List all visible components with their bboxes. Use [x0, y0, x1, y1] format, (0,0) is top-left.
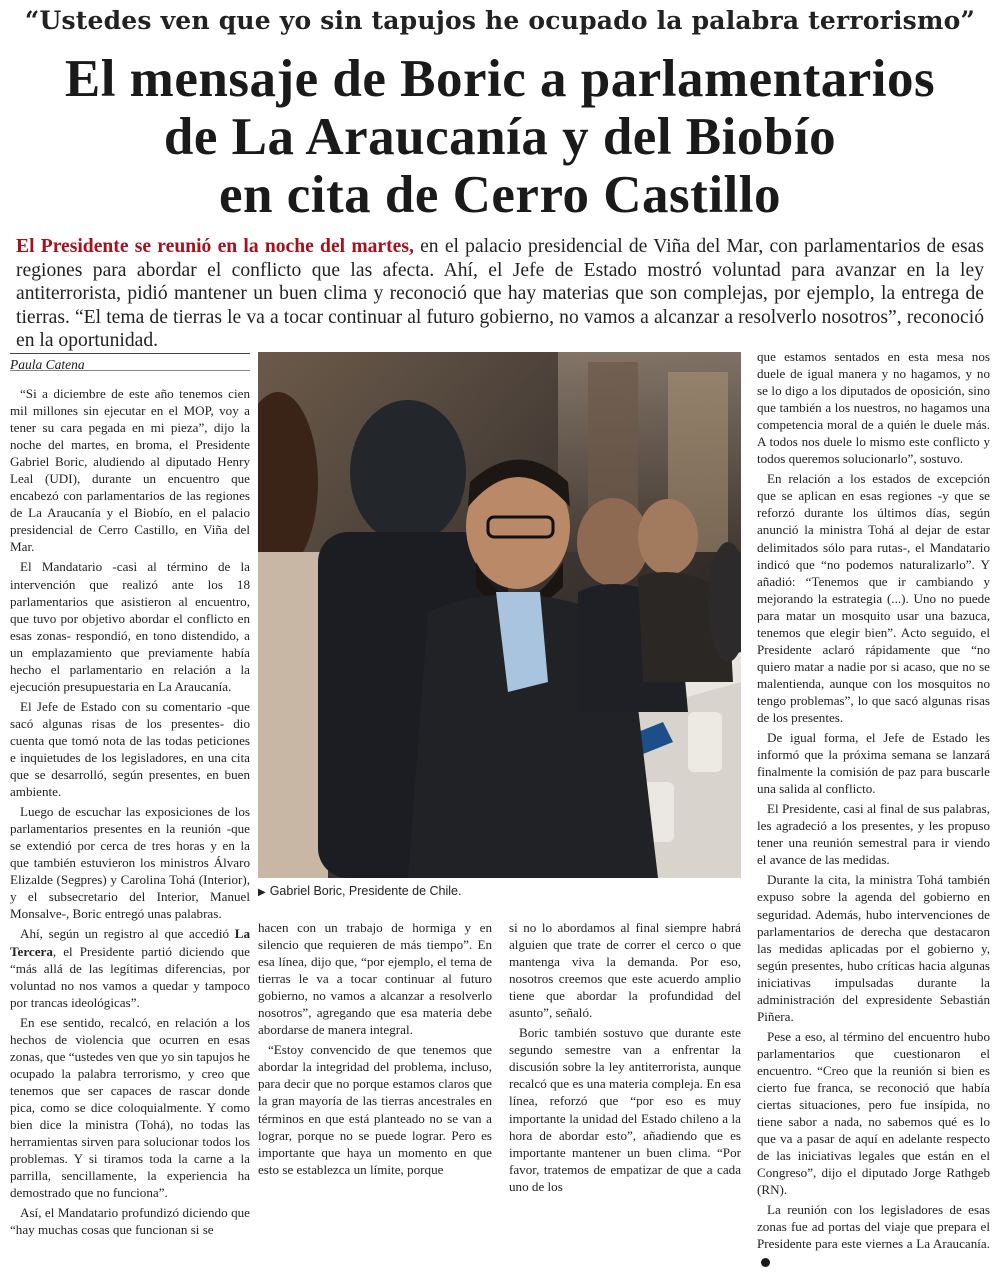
byline: Paula Catena	[10, 353, 250, 373]
paragraph: Boric también sostuvo que durante este segundo semestre van a enfrentar la discusión sobre la ley antiterrorista, aunque recalcó que es una materia compleja. En esa línea, reforzó que “por eso es muy importante la unidad del Estado chileno a la hora de abordar esto”, añadiendo que es importante mantener un buen clima. “Por favor, tratemos de empatizar de que a cada uno de los	[509, 1025, 741, 1194]
headline-line-3: en cita de Cerro Castillo	[218, 166, 781, 224]
article-column-3	[509, 919, 741, 1198]
newspaper-name: La Tercera	[10, 926, 250, 959]
paragraph: Pese a eso, al término del encuentro hubo parlamentarios que cuestionaron el encuentro. “Creo que la reunión si bien es cierto fue franca, se reconoció que había ciertas situaciones, pero fue insípida, no tiene sabor a nada, no sabemos qué es lo que va a pasar de aquí en adelante respecto de las iniciativas legales que están en el Congreso”, dijo el diputado Jorge Rathgeb (RN).	[757, 1028, 990, 1198]
paragraph: si no lo abordamos al final siempre habrá alguien que trate de correr el cerco o que mantenga viva la demanda. Por eso, nosotros creemos que este acuerdo amplio tiene que abordar la profundidad del asunto”, señaló.	[509, 920, 741, 1021]
article-photo	[258, 352, 741, 878]
headline	[20, 50, 980, 224]
paragraph: que estamos sentados en esta mesa nos duele de igual manera y no hagamos, y no se lo digo a los diputados de oposición, sino que también a los nuestros, no hagamos una competencia moral de a quién le duele más. A todos nos duele lo mismo este conflicto y todos queremos solucionarlo”, sostuvo.	[757, 349, 990, 467]
paragraph: El Jefe de Estado con su comentario -que sacó algunas risas de los presentes- dio cuenta que tomó nota de las todas peticiones e inquietudes de los legisladores, en una cita que se desarrolló, según presentes, en buen ambiente.	[10, 698, 250, 800]
article-column-2	[258, 919, 492, 1181]
end-of-article-icon	[761, 1258, 770, 1267]
kicker-quote: “Ustedes ven que yo sin tapujos he ocupado la palabra terrorismo”	[24, 6, 976, 35]
paragraph	[10, 925, 250, 1010]
paragraph: De igual forma, el Jefe de Estado les informó que la próxima semana se lanzará finalmente la comisión de paz para buscarle una salida al conflicto.	[757, 730, 990, 797]
headline-line-2: de La Araucanía y del Biobío	[163, 108, 837, 166]
paragraph-text: La reunión con los legisladores de esas zonas fue ad portas del viaje que prepara el Presidente para este viernes a La Araucanía.	[757, 1202, 990, 1252]
paragraph: Luego de escuchar las exposiciones de los parlamentarios presentes en la reunión -que se extendió por cerca de tres horas y en la que también estuvieron los ministros Álvaro Elizalde (Segpres) y Carolina Tohá (Interior), y el subsecretario del Interior, Manuel Monsalve-, Boric entregó unas palabras.	[10, 804, 250, 922]
photo-illustration	[258, 352, 741, 878]
paragraph: hacen con un trabajo de hormiga y en silencio que requieren de más tiempo”. En esa línea, dijo que, “por ejemplo, el tema de tierras le va a tocar continuar al futuro gobierno, no vamos a alcanzar a resolverlo nosotros”, agregando que esa materia debe abordarse de manera integral.	[258, 920, 492, 1038]
lead-highlight: El Presidente se reunió en la noche del martes,	[16, 236, 414, 257]
photo-caption	[258, 884, 741, 898]
paragraph: El Presidente, casi al final de sus palabras, les agradeció a los presentes, y les propuso tener una reunión semestral para ir viendo el avance de las medidas.	[757, 801, 990, 868]
paragraph: En relación a los estados de excepción que se aplican en esas regiones -y que se reforzó durante los últimos días, según anunció la ministra Tohá al dejar de estar delimitados sólo para rutas-, el Mandatario indicó que “no podemos naturalizarlo”. Y añadió: “Tenemos que ir cambiando y mejorando la estrategia (...). Uno no puede para matar un mosquito usar una bazuca, tenemos que elegir bien”. Acto seguido, el Presidente aclaró rápidamente que “no quiero matar a nadie por si acaso, que no se malentienda, aunque con los mosquitos no tengo problemas”, lo que sacó algunas risas de los presentes.	[757, 471, 990, 725]
paragraph: “Si a diciembre de este año tenemos cien mil millones sin ejecutar en el MOP, voy a tener su cara pegada en mi pieza”, dijo la noche del martes, en broma, el Presidente Gabriel Boric, aludiendo al diputado Henry Leal (UDI), durante un encuentro que encabezó con parlamentarios de las regiones de La Araucanía y el Biobío, en el palacio presidencial de Cerro Castillo, en Viña del Mar.	[10, 386, 250, 555]
caption-text: Gabriel Boric, Presidente de Chile.	[269, 884, 462, 898]
paragraph: El Mandatario -casi al término de la intervención que realizó ante los 18 parlamentarios que asistieron al encuentro, que tuvo por objetivo abordar el conflicto en esas zonas- respondió, en tono distendido, a un emplazamiento que previamente había hecho el parlamentario en relación a la ejecución presupuestaria en La Araucanía.	[10, 559, 250, 694]
article-column-1	[10, 385, 250, 1241]
paragraph: Durante la cita, la ministra Tohá también expuso sobre la agenda del gobierno en seguridad. Además, hubo intervenciones de parlamentarios de derecha que destacaron las medidas aplicadas por el gobierno y, según presentes, hubo críticas hacia algunas iniciativas impulsadas durante la administración del expresidente Sebastián Piñera.	[757, 872, 990, 1024]
byline-divider	[10, 370, 250, 371]
paragraph-text: Ahí, según un registro al que accedió	[20, 926, 235, 942]
article-column-4	[757, 348, 990, 1272]
paragraph: En ese sentido, recalcó, en relación a los hechos de violencia que ocurren en esas zonas, que “ustedes ven que yo sin tapujos he ocupado la palabra terrorismo, y creo que tenemos que ser capaces de rascar donde pica, como se dice coloquialmente. Y como bien dice la ministra (Tohá), no todas las herramientas sirven para solucionar todos los problemas. Y si tiramos toda la carne a la parrilla, sencillamente, la experiencia ha demostrado que no funciona”.	[10, 1014, 250, 1201]
paragraph: “Estoy convencido de que tenemos que abordar la integridad del problema, incluso, para decir que no porque estamos claros que la gran mayoría de las tierras ancestrales en términos en que está planteado no se van a lograr, porque no se puede lograr. Pero es importante que haya un momento en que esto se establezca un límite, porque	[258, 1042, 492, 1177]
caption-triangle-icon: ▶	[258, 887, 266, 898]
paragraph	[757, 1201, 990, 1269]
lead-paragraph	[16, 235, 984, 353]
headline-line-1: El mensaje de Boric a parlamentarios	[64, 50, 936, 108]
paragraph-text: , el Presidente partió diciendo que “más allá de las legítimas diferencias, por voluntad no nos vamos a quedar y tampoco por trancas ideológicas”.	[10, 943, 250, 1010]
paragraph: Así, el Mandatario profundizó diciendo que “hay muchas cosas que funcionan si se	[10, 1205, 250, 1238]
lead-text: en el palacio presidencial de Viña del Mar, con parlamentarios de esas regiones para abordar el conflicto que las afecta. Ahí, el Jefe de Estado mostró voluntad para avanzar en la ley antiterrorista, pidió mantener un buen clima y reconoció que hay materias que son complejas, por ejemplo, la entrega de tierras. “El tema de tierras le va a tocar continuar al futuro gobierno, no vamos a alcanzar a resolverlo nosotros”, reconoció en la oportunidad.	[16, 236, 984, 351]
